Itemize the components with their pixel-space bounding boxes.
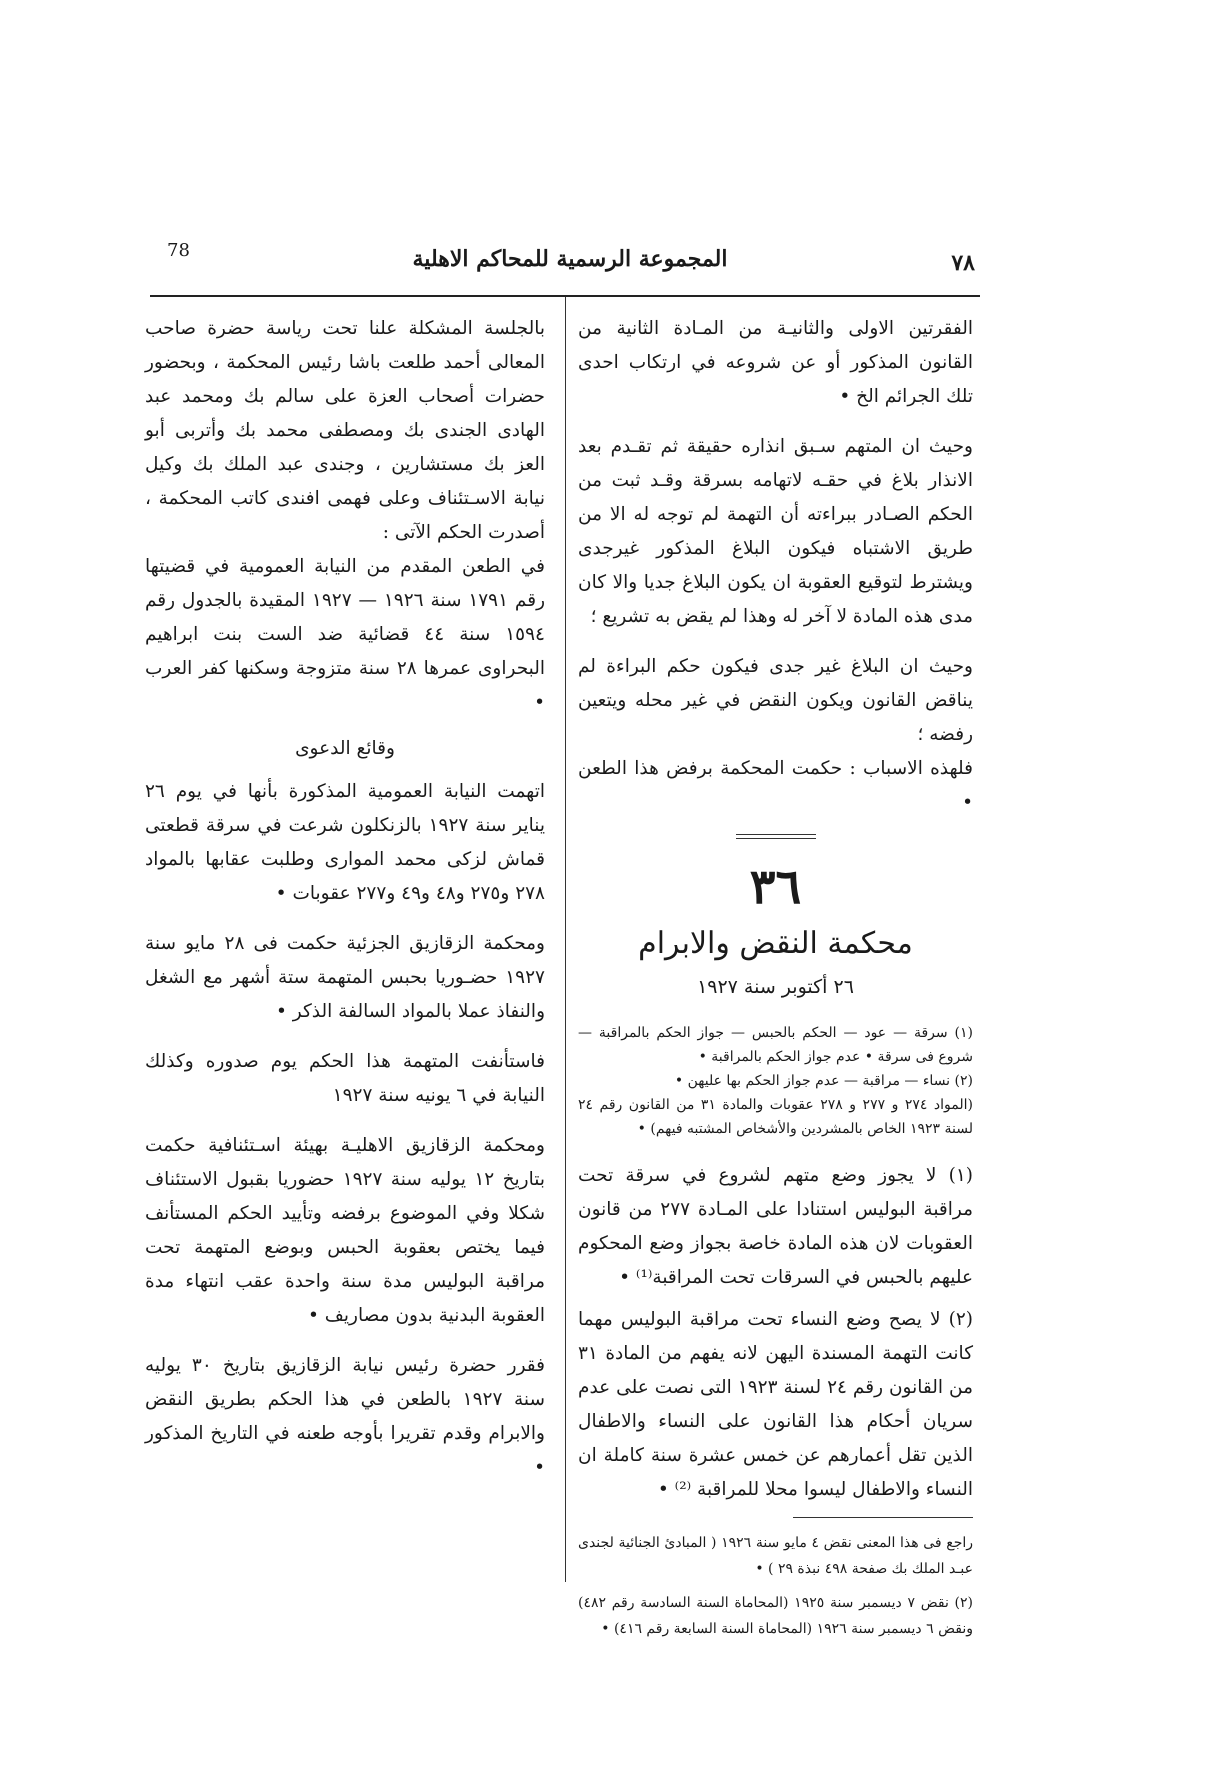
holding-item: (١) لا يجوز وضع متهم لشروع في سرقة تحت مراقبة البوليس استنادا على المـادة ٢٧٧ من قانون العقوبات لان هذه المادة خاصة بجواز وضع المحكوم عليهم بالحبس في السرقات تحت المراقبة⁽¹⁾ • — [578, 1165, 973, 1288]
page-header — [155, 236, 985, 296]
paragraph: وحيث ان البلاغ غير جدى فيكون حكم البراءة لم يناقض القانون ويكون النقض في غير محله ويتعين رفضه ؛ — [578, 656, 973, 745]
case-date: ٢٦ أكتوبر سنة ١٩٢٧ — [697, 976, 854, 998]
holding-item: (٢) لا يصح وضع النساء تحت مراقبة البوليس مهما كانت التهمة المسندة اليهن لانه يفهم من المادة ٣١ من القانون رقم ٢٤ لسنة ١٩٢٣ التى نصت على عدم سريان أحكام هذا القانون على النساء والاطفال الذين تقل أعمارهم عن خمس عشرة سنة كاملة ان النساء والاطفال ليسوا محلا للمراقبة ⁽²⁾ • — [578, 1309, 973, 1500]
facts-heading: وقائع الدعوى — [295, 738, 395, 759]
case-digest — [578, 1021, 973, 1141]
case-holdings — [578, 1159, 973, 1507]
paragraph: اتهمت النيابة العمومية المذكورة بأنها في يوم ٢٦ يناير سنة ١٩٢٧ بالزنكلون شرعت في سرقة قطعتى قماش لزكى محمد الموارى وطلبت عقابها بالمواد ٢٧٨ و٢٧٥ و٤٨ و٤٩ و٢٧٧ عقوبات • — [145, 781, 545, 904]
court-name: محكمة النقض والابرام — [638, 926, 913, 961]
paragraph: فقرر حضرة رئيس نيابة الزقازيق بتاريخ ٣٠ يوليه سنة ١٩٢٧ بالطعن في هذا الحكم بطريق النقض والابرام وقدم تقريرا بأوجه طعنه في التاريخ المذكور • — [145, 1355, 545, 1478]
footnote-divider — [793, 1517, 973, 1518]
footnote: راجع فى هذا المعنى نقض ٤ مايو سنة ١٩٢٦ ( المبادئ الجنائية لجندى عبـد الملك بك صفحة ٤٩٨ نبذة ٢٩ ) • — [578, 1535, 973, 1577]
case-number: ٣٦ — [749, 859, 802, 915]
page-number-latin: 78 — [167, 240, 190, 261]
paragraph: فاستأنفت المتهمة هذا الحكم يوم صدوره وكذلك النيابة في ٦ يونيه سنة ١٩٢٧ — [145, 1051, 545, 1106]
paragraph: في الطعن المقدم من النيابة العمومية في قضيتها رقم ١٧٩١ سنة ١٩٢٦ — ١٩٢٧ المقيدة بالجدول رقم ١٥٩٤ سنة ٤٤ قضائية ضد الست بنت ابراهيم البحراوى عمرها ٢٨ سنة متزوجة وسكنها كفر العرب • — [145, 556, 545, 713]
page-number-arabic: ٧٨ — [951, 250, 975, 276]
digest-item: (١) سرقة — عود — الحكم بالحبس — جواز الحكم بالمراقبة — شروع فى سرقة • عدم جواز الحكم بالمراقبة • — [578, 1025, 973, 1065]
section-separator — [736, 834, 816, 839]
column-divider — [565, 297, 566, 1582]
paragraph: فلهذه الاسباب : حكمت المحكمة برفض هذا الطعن • — [578, 758, 973, 813]
paragraph: ومحكمة الزقازيق الاهليـة بهيئة اسـتئنافية حكمت بتاريخ ١٢ يوليه سنة ١٩٢٧ حضوريا بقبول الاستئناف شكلا وفي الموضوع برفضه وتأييد الحكم المستأنف فيما يختص بعقوبة الحبس وبوضع المتهمة تحت مراقبة البوليس مدة سنة واحدة عقب انتهاء مدة العقوبة البدنية بدون مصاريف • — [145, 1135, 545, 1326]
paragraph: بالجلسة المشكلة علنا تحت رياسة حضرة صاحب المعالى أحمد طلعت باشا رئيس المحكمة ، وبحضور حضرات أصحاب العزة على سالم بك ومحمد عبد الهادى الجندى بك ومصطفى محمد بك وأتربى أبو العز بك مستشارين ، وجندى عبد الملك بك وكيل نيابة الاسـتئناف وعلى فهمى افندى كاتب المحكمة ، أصدرت الحكم الآتى : — [145, 318, 545, 543]
page-title: المجموعة الرسمية للمحاكم الاهلية — [412, 246, 728, 272]
digest-item: (المواد ٢٧٤ و ٢٧٧ و ٢٧٨ عقوبات والمادة ٣١ من القانون رقم ٢٤ لسنة ١٩٢٣ الخاص بالمشردين والأشخاص المشتبه فيهم) • — [578, 1097, 973, 1137]
right-column — [578, 312, 973, 1642]
digest-item: (٢) نساء — مراقبة — عدم جواز الحكم بها عليهن • — [674, 1073, 973, 1089]
footnote: (٢) نقض ٧ ديسمبر سنة ١٩٢٥ (المحاماة السنة السادسة رقم ٤٨٢) ونقض ٦ ديسمبر سنة ١٩٢٦ (المحاماة السنة السابعة رقم ٤١٦) • — [578, 1595, 974, 1637]
paragraph: وحيث ان المتهم سـبق انذاره حقيقة ثم تقـدم بعد الانذار بلاغ في حقـه لاتهامه بسرقة وقـد ثبت من الحكم الصـادر ببراءته أن التهمة لم توجه له الا من طريق الاشتباه فيكون البلاغ المذكور غيرجدى ويشترط لتوقيع العقوبة ان يكون البلاغ جديا والا كان مدى هذه المادة لا آخر له وهذا لم يقض به تشريع ؛ — [578, 436, 973, 627]
paragraph: ومحكمة الزقازيق الجزئية حكمت فى ٢٨ مايو سنة ١٩٢٧ حضـوريا بحبس المتهمة ستة أشهر مع الشغل والنفاذ عملا بالمواد السالفة الذكر • — [145, 933, 545, 1022]
left-column — [145, 312, 545, 1485]
footnotes — [578, 1530, 973, 1642]
paragraph: الفقرتين الاولى والثانيـة من المـادة الثانية من القانون المذكور أو عن شروعه في ارتكاب احدى تلك الجرائم الخ • — [578, 318, 973, 407]
